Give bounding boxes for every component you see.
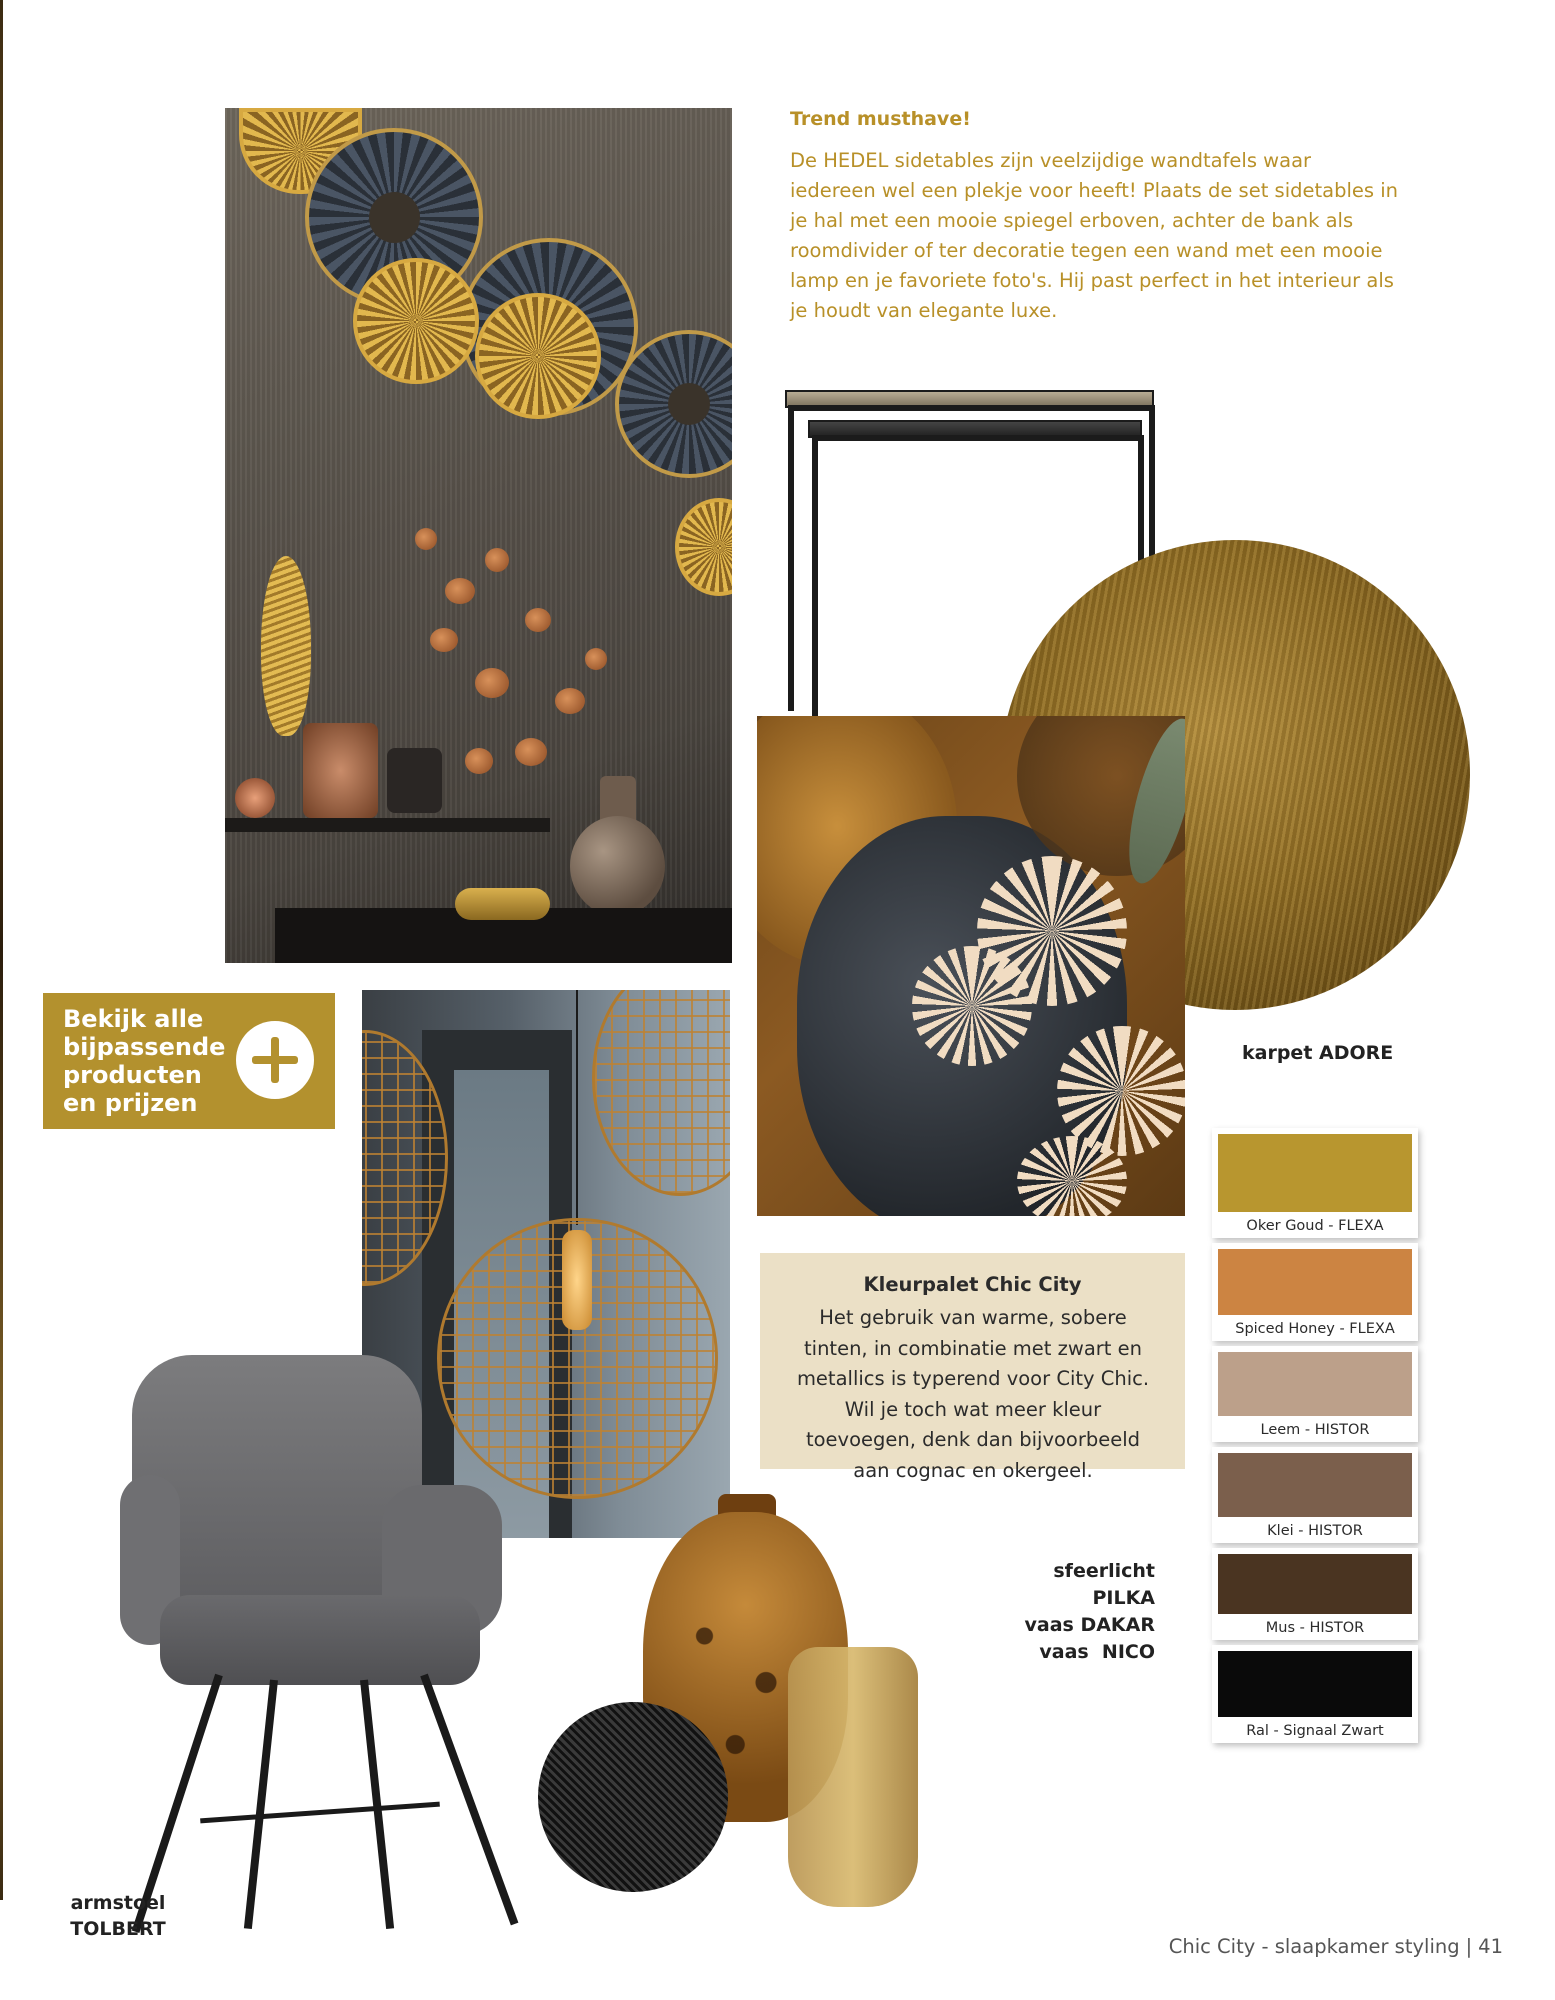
plus-circle-icon[interactable] xyxy=(236,1021,314,1099)
gold-wall-plate xyxy=(675,498,732,596)
caption-line: armstoel xyxy=(70,1892,166,1914)
page-number: 41 xyxy=(1478,1935,1503,1958)
caption-line: vaas DAKAR xyxy=(1024,1614,1155,1636)
chair-caption xyxy=(68,1890,168,1942)
chair-leg xyxy=(244,1680,278,1929)
bronze-vase xyxy=(570,816,665,916)
nico-vase xyxy=(788,1647,918,1907)
lamp-cord xyxy=(576,990,578,1225)
swatch-label: Klei - HISTOR xyxy=(1267,1523,1363,1539)
page-footer xyxy=(1169,1935,1503,1958)
swatch-color-chip xyxy=(1218,1352,1412,1416)
color-swatch xyxy=(1212,1346,1418,1442)
chair-leg xyxy=(420,1674,518,1926)
cta-line: bijpassende xyxy=(63,1033,226,1061)
trend-description: De HEDEL sidetables zijn veelzijdige wandtafels waar iedereen wel een plekje voor heeft! Plaats de set sidetables in je hal met een mooie spiegel erboven, achter de bank als roomdivider of ter decoratie tegen een wand met een mooie lamp en je favoriete foto's. Hij past perfect in het interieur als je houdt van elegante luxe. xyxy=(790,149,1399,322)
palette-description: Het gebruik van warme, sobere tinten, in combinatie met zwart en metallics is typerend voor City Chic. Wil je toch wat meer kleur toevoegen, denk dan bijvoorbeeld aan cognac en okergeel. xyxy=(796,1306,1150,1482)
cta-line: en prijzen xyxy=(63,1089,198,1117)
swatch-color-chip xyxy=(1218,1453,1412,1517)
cta-line: Bekijk alle xyxy=(63,1005,204,1033)
footer-title: Chic City - slaapkamer styling xyxy=(1168,1935,1460,1958)
swatch-label: Spiced Honey - FLEXA xyxy=(1235,1321,1395,1337)
color-swatch xyxy=(1212,1645,1418,1743)
dried-flower xyxy=(1017,1136,1127,1216)
caption-line: vaas NICO xyxy=(1039,1641,1155,1663)
copper-candle-holder xyxy=(303,723,378,818)
dried-flower xyxy=(912,946,1032,1066)
swatch-label: Ral - Signaal Zwart xyxy=(1246,1723,1384,1739)
vase-flowers-photo xyxy=(757,716,1185,1216)
rug-caption: karpet ADORE xyxy=(1242,1042,1394,1064)
tolbert-armchair-image xyxy=(120,1355,530,1935)
view-products-button[interactable] xyxy=(43,993,335,1129)
color-swatch xyxy=(1212,1128,1418,1238)
color-swatch xyxy=(1212,1548,1418,1640)
swatch-label: Leem - HISTOR xyxy=(1260,1422,1370,1438)
cta-line: producten xyxy=(63,1061,202,1089)
cta-label xyxy=(63,1005,243,1117)
gold-leaf-ornament xyxy=(261,556,311,736)
swatch-label: Mus - HISTOR xyxy=(1265,1620,1365,1636)
caption-line: TOLBERT xyxy=(70,1918,166,1940)
gold-lizard-figurine xyxy=(455,888,550,920)
gold-cage-pendant xyxy=(592,990,730,1196)
swatch-color-chip xyxy=(1218,1651,1412,1717)
wall-decor-photo xyxy=(225,108,732,963)
caption-line: sfeerlicht PILKA xyxy=(1053,1560,1155,1609)
trend-heading: Trend musthave! xyxy=(790,108,971,130)
vases-group-image xyxy=(538,1512,938,1932)
chair-crossbar xyxy=(200,1802,440,1824)
gold-wall-plate xyxy=(353,258,479,384)
chair-seat xyxy=(160,1595,480,1685)
gold-wall-plate xyxy=(475,293,601,419)
copper-sphere xyxy=(235,778,275,818)
black-lantern-vase xyxy=(538,1702,728,1892)
palette-title: Kleurpalet Chic City xyxy=(863,1273,1082,1296)
dark-candle-holder xyxy=(387,748,442,813)
left-edge-strip xyxy=(0,0,3,1900)
swatch-label: Oker Goud - FLEXA xyxy=(1246,1218,1384,1234)
color-swatch xyxy=(1212,1243,1418,1341)
color-palette-box xyxy=(760,1253,1185,1482)
swatch-color-chip xyxy=(1218,1134,1412,1212)
light-bulb xyxy=(562,1230,592,1330)
footer-separator: | xyxy=(1465,1935,1473,1958)
color-swatch xyxy=(1212,1447,1418,1543)
lamp-vases-caption xyxy=(990,1558,1155,1666)
swatch-color-chip xyxy=(1218,1249,1412,1315)
swatch-color-chip xyxy=(1218,1554,1412,1614)
wall-shelf xyxy=(225,818,550,832)
